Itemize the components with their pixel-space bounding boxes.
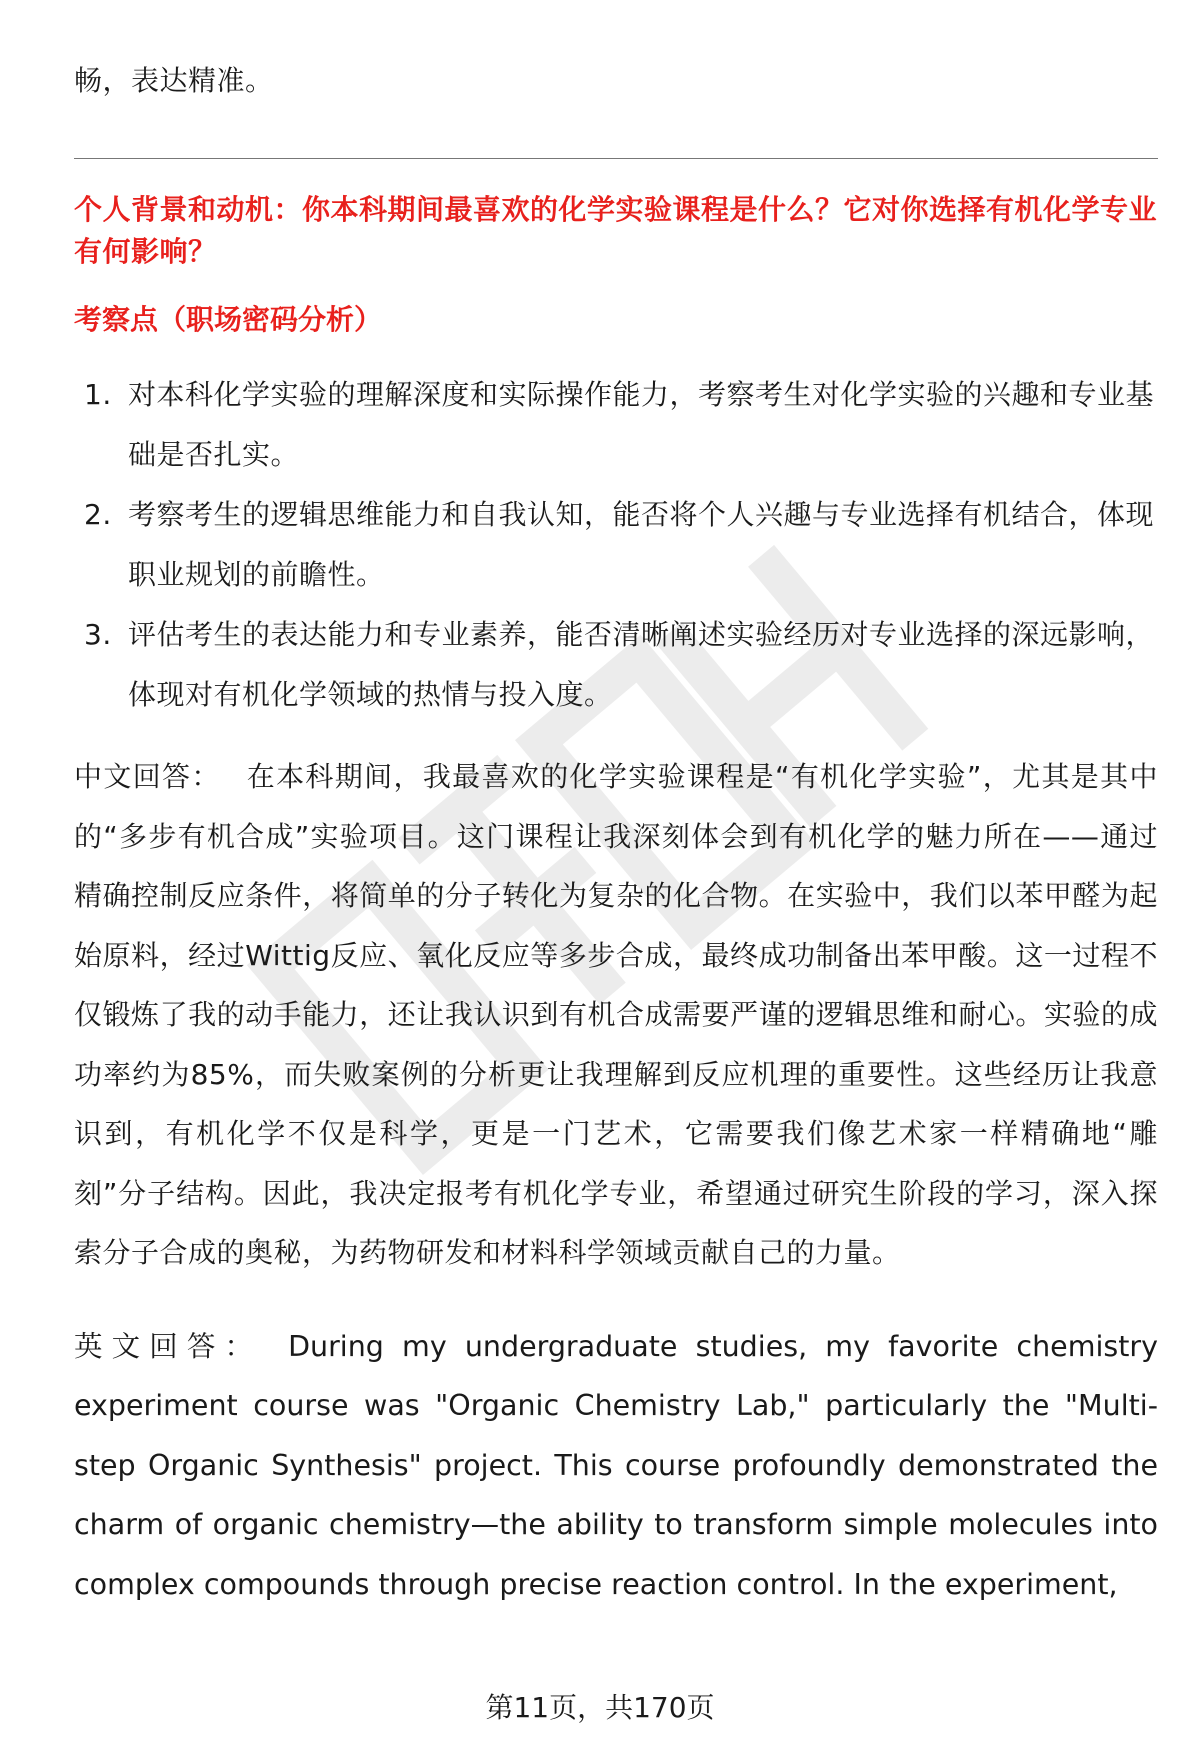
list-item-number: 1. bbox=[84, 378, 112, 411]
assessment-heading: 考察点（职场密码分析） bbox=[74, 303, 383, 336]
continued-paragraph-end: 畅，表达精准。 bbox=[74, 64, 274, 97]
chinese-answer-label: 中文回答： bbox=[74, 760, 221, 793]
page-number-footer: 第11页，共170页 bbox=[485, 1691, 715, 1724]
chinese-answer-text: 在本科期间，我最喜欢的化学实验课程是“有机化学实验”，尤其是其中的“多步有机合成”实验项目。这门课程让我深刻体会到有机化学的魅力所在——通过精确控制反应条件，将简单的分子转化为复杂的化合物。在实验中，我们以苯甲醛为起始原料，经过Wittig反应、氧化反应等多步合成，最终成功制备出苯甲酸。这一过程不仅锻炼了我的动手能力，还让我认识到有机合成需要严谨的逻辑思维和耐心。实验的成功率约为85%，而失败案例的分析更让我理解到反应机理的重要性。这些经历让我意识到，有机化学不仅是科学，更是一门艺术，它需要我们像艺术家一样精确地“雕刻”分子结构。因此，我决定报考有机化学专业，希望通过研究生阶段的学习，深入探索分子合成的奥秘，为药物研发和材料科学领域贡献自己的力量。 bbox=[74, 760, 1158, 1269]
english-answer-label: 英文回答： bbox=[74, 1329, 263, 1363]
chinese-answer-paragraph bbox=[74, 747, 1158, 1283]
list-item bbox=[74, 605, 1158, 725]
list-item bbox=[74, 485, 1158, 605]
list-item bbox=[74, 365, 1158, 485]
list-item-text: 对本科化学实验的理解深度和实际操作能力，考察考生对化学实验的兴趣和专业基础是否扎实。 bbox=[128, 378, 1155, 471]
list-item-text: 考察考生的逻辑思维能力和自我认知，能否将个人兴趣与专业选择有机结合，体现职业规划的前瞻性。 bbox=[128, 498, 1155, 591]
list-item-number: 3. bbox=[84, 618, 112, 651]
assessment-points-list bbox=[74, 365, 1158, 725]
list-item-number: 2. bbox=[84, 498, 112, 531]
english-answer-text: During my undergraduate studies, my favorite chemistry experiment course was "Organic Chemistry Lab," particularly the "Multi-step Organic Synthesis" project. This course profoundly demonstrated the charm of organic chemistry—the ability to transform simple molecules into complex compounds through precise reaction control. In the experiment, bbox=[74, 1329, 1158, 1601]
document-page bbox=[74, 0, 1158, 1614]
english-answer-paragraph bbox=[74, 1317, 1158, 1615]
section-divider bbox=[74, 158, 1158, 159]
interview-question: 个人背景和动机：你本科期间最喜欢的化学实验课程是什么？它对你选择有机化学专业有何影响？ bbox=[74, 193, 1158, 268]
list-item-text: 评估考生的表达能力和专业素养，能否清晰阐述实验经历对专业选择的深远影响，体现对有机化学领域的热情与投入度。 bbox=[128, 618, 1155, 711]
